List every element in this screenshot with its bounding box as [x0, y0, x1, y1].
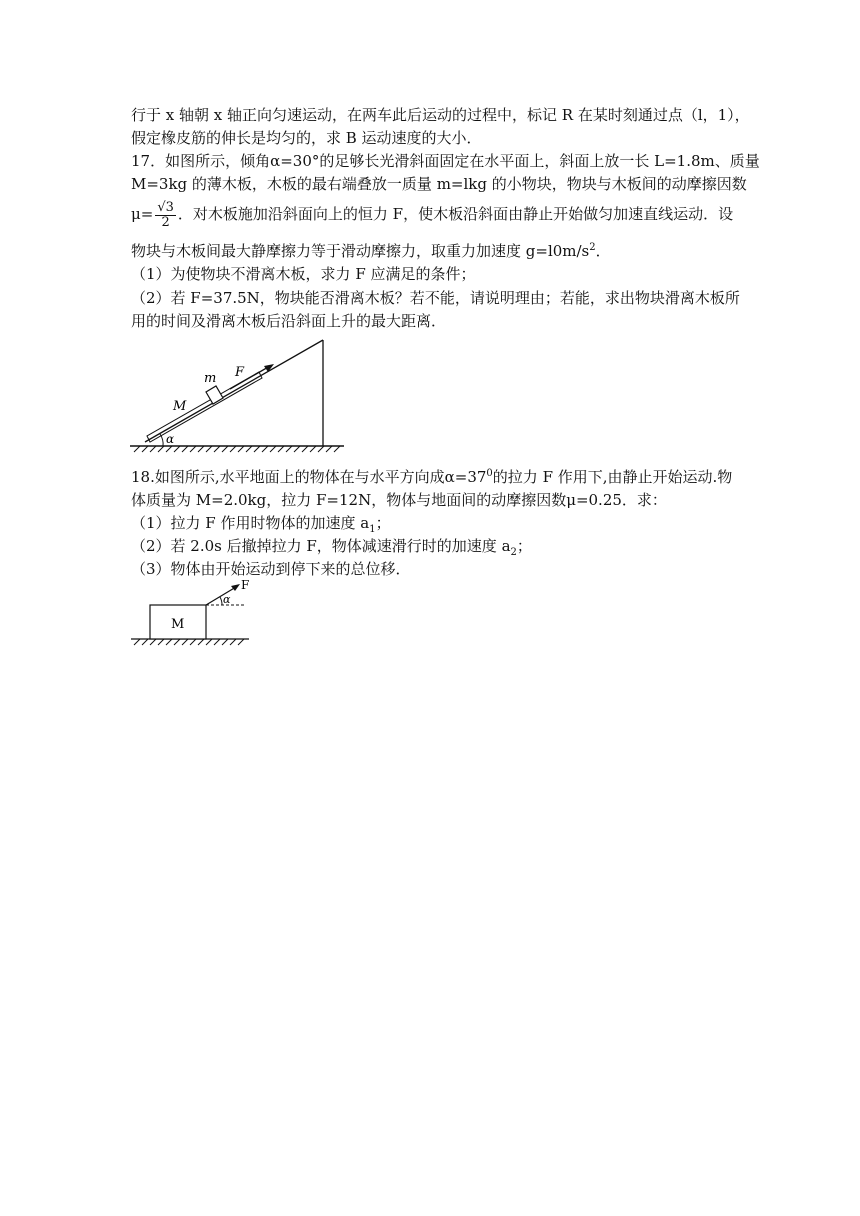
q17-part-2b: 用的时间及滑离木板后沿斜面上升的最大距离． — [131, 312, 447, 330]
q17-line-1: 17．如图所示，倾角α=30°的足够长光滑斜面固定在水平面上，斜面上放一长 L=1.8m、质量 — [131, 152, 760, 170]
q18-degree-sup: 0 — [486, 468, 493, 479]
q18-sub-2: 2 — [510, 547, 517, 558]
q17-line-4-text: 物块与木板间最大静摩擦力等于滑动摩擦力，取重力加速度 g=l0m/s — [131, 242, 590, 260]
label-M: M — [173, 399, 187, 414]
pull-force-arrowhead — [231, 584, 240, 591]
q18-part-3: （3）物体由开始运动到停下来的总位移． — [131, 560, 411, 578]
q16-continuation-line-1: 行于 x 轴朝 x 轴正向匀速运动，在两车此后运动的过程中，标记 R 在某时刻通过点（l，1）， — [131, 106, 750, 124]
label-angle-alpha: α — [223, 593, 231, 606]
q18-part-1-end: ； — [375, 514, 391, 532]
q18-sub-1: 1 — [369, 524, 376, 535]
label-m: m — [204, 371, 217, 386]
q17-exponent: 2 — [589, 242, 596, 253]
mu-label: μ= — [131, 205, 154, 223]
angle-arc-2 — [220, 597, 222, 605]
label-box-M: M — [171, 617, 185, 632]
label-F: F — [235, 365, 245, 380]
label-alpha: α — [166, 432, 175, 446]
q18-part-1-text: （1）拉力 F 作用时物体的加速度 a — [131, 514, 370, 532]
q17-part-2a: （2）若 F=37.5N，物块能否滑离木板？若不能，请说明理由；若能，求出物块滑离木板所 — [131, 289, 740, 307]
label-force-F: F — [241, 578, 250, 592]
q17-line-2: M=3kg 的薄木板，木板的最右端叠放一质量 m=lkg 的小物块，物块与木板间的动摩擦因数 — [131, 175, 747, 193]
q18-part-2-end: ； — [516, 537, 532, 555]
q17-part-1: （1）为使物块不滑离木板，求力 F 应满足的条件； — [131, 265, 476, 283]
q18-line-2: 体质量为 M=2.0kg，拉力 F=12N，物体与地面间的动摩擦因数μ=0.25．求： — [131, 491, 667, 509]
q18-line-1-text: 18.如图所示,水平地面上的物体在与水平方向成α=37 — [131, 468, 487, 486]
q16-continuation-line-2: 假定橡皮筋的伸长是均匀的，求 B 运动速度的大小． — [131, 129, 482, 147]
q18-part-2-text: （2）若 2.0s 后撤掉拉力 F，物体减速滑行时的加速度 a — [131, 537, 511, 555]
q17-line-4-end: ． — [595, 242, 611, 260]
ground-hatching-2 — [134, 639, 244, 645]
q17-line-3-text: ．对木板施加沿斜面向上的恒力 F，使木板沿斜面由静止开始做匀加速直线运动．设 — [177, 205, 734, 223]
pull-force-line — [206, 587, 236, 605]
q18-line-1-end: 的拉力 F 作用下,由静止开始运动.物 — [492, 468, 733, 486]
mu-numerator: √3 — [157, 199, 174, 215]
mu-denominator: 2 — [161, 214, 170, 230]
